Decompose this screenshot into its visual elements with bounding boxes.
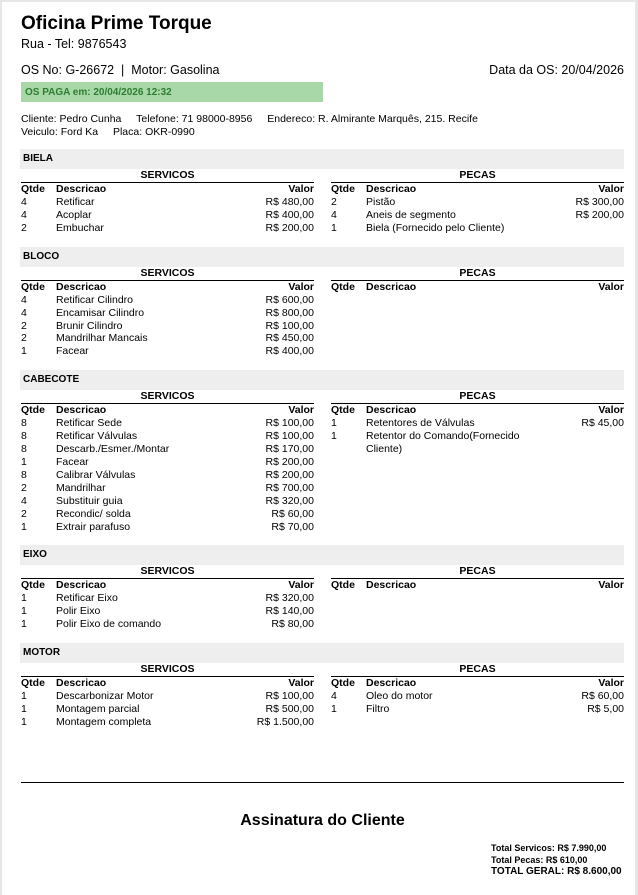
row-qty: 2 (331, 196, 337, 208)
row-value: R$ 800,00 (265, 306, 314, 319)
table-header-row (21, 579, 314, 593)
section-motor (21, 643, 624, 729)
parts-items-table (331, 676, 624, 716)
parts-table (331, 663, 624, 729)
parts-table (331, 267, 624, 359)
row-value: R$ 320,00 (265, 592, 314, 605)
row-qty: 8 (21, 430, 27, 443)
table-row (21, 482, 314, 495)
os-number-motor: OS No: G-26672 | Motor: Gasolina (21, 63, 220, 77)
qty-header: Qtde (331, 280, 366, 294)
row-qty: 1 (21, 690, 27, 703)
shop-address: Rua - Tel: 9876543 (21, 37, 127, 51)
qty-header: Qtde (21, 280, 56, 294)
row-desc: Embuchar (56, 221, 104, 234)
row-value: R$ 600,00 (265, 293, 314, 306)
section-eixo (21, 545, 624, 631)
row-desc: Polir Eixo de comando (56, 618, 162, 631)
services-column-title: SERVICOS (140, 169, 195, 181)
desc-header: Descricao (366, 183, 554, 197)
row-value: R$ 500,00 (265, 703, 314, 716)
shop-name: Oficina Prime Torque (21, 13, 212, 34)
row-value: R$ 300,00 (575, 196, 624, 208)
row-desc: Oleo do motor (366, 690, 433, 703)
parts-column-title: PECAS (459, 169, 496, 181)
table-row (331, 209, 624, 222)
row-desc: Biela (Fornecido pelo Cliente) (366, 221, 505, 234)
services-column-title: SERVICOS (140, 390, 195, 403)
value-header: Valor (244, 280, 314, 294)
row-desc: Recondic/ solda (56, 507, 131, 520)
row-desc: Filtro (366, 703, 390, 716)
qty-header: Qtde (331, 404, 366, 418)
row-desc: Retificar Cilindro (56, 293, 134, 306)
os-date: Data da OS: 20/04/2026 (489, 63, 624, 77)
row-qty: 1 (331, 221, 337, 234)
section-columns (21, 390, 624, 533)
row-desc: Mandrilhar (56, 481, 106, 494)
page-border-left (0, 0, 2, 895)
services-table (21, 565, 314, 631)
parts-items-table (331, 578, 624, 592)
row-qty: 1 (21, 715, 27, 728)
row-qty: 2 (21, 481, 27, 494)
row-qty: 4 (331, 690, 337, 703)
table-row (21, 222, 314, 235)
row-qty: 1 (21, 592, 27, 605)
qty-header: Qtde (331, 579, 366, 593)
row-desc: Retificar (56, 196, 95, 208)
table-row (21, 508, 314, 521)
parts-items-table (331, 280, 624, 294)
sections-container (21, 149, 624, 729)
parts-table (331, 565, 624, 631)
row-desc: Descarbonizar Motor (56, 690, 154, 703)
table-row (331, 196, 624, 209)
qty-header: Qtde (21, 677, 56, 691)
table-row (21, 417, 314, 430)
table-header-row (331, 579, 624, 593)
value-header: Valor (244, 677, 314, 691)
row-desc: Acoplar (56, 208, 92, 221)
client-vehicle: Veiculo: Ford Ka (21, 126, 99, 138)
signature-line (21, 782, 624, 783)
row-qty: 1 (21, 703, 27, 716)
value-header: Valor (554, 404, 624, 418)
signature-label: Assinatura do Cliente (240, 812, 405, 829)
row-qty: 8 (21, 417, 27, 430)
desc-header: Descricao (56, 579, 244, 593)
row-desc: Calibrar Válvulas (56, 468, 136, 481)
row-qty: 4 (21, 293, 27, 306)
services-table (21, 169, 314, 235)
table-row (21, 209, 314, 222)
row-value: R$ 140,00 (265, 605, 314, 618)
table-header-row (331, 183, 624, 197)
row-value: R$ 5,00 (587, 703, 624, 716)
row-value: R$ 400,00 (265, 208, 314, 221)
row-desc: Retificar Sede (56, 417, 122, 430)
row-desc: Brunir Cilindro (56, 319, 123, 332)
section-columns (21, 565, 624, 631)
work-order-document (21, 10, 624, 729)
parts-column-title: PECAS (459, 565, 496, 578)
row-desc: Montagem completa (56, 715, 152, 728)
parts-items-table (331, 403, 624, 456)
services-table (21, 390, 314, 533)
desc-header: Descricao (56, 280, 244, 294)
row-value: R$ 60,00 (271, 507, 314, 520)
page-border-top (0, 0, 638, 2)
section-columns (21, 267, 624, 359)
table-header-row (21, 183, 314, 197)
parts-column-title: PECAS (459, 390, 496, 403)
row-qty: 2 (21, 332, 27, 345)
row-desc: Substituir guia (56, 494, 123, 507)
desc-header: Descricao (56, 677, 244, 691)
qty-header: Qtde (21, 404, 56, 418)
value-header: Valor (554, 677, 624, 691)
row-qty: 1 (331, 703, 337, 716)
qty-header: Qtde (21, 579, 56, 593)
row-desc: Extrair parafuso (56, 520, 131, 533)
value-header: Valor (244, 404, 314, 418)
row-value: R$ 100,00 (265, 417, 314, 430)
row-desc: Montagem parcial (56, 703, 140, 716)
table-header-row (331, 677, 624, 691)
table-row (21, 703, 314, 716)
row-value: R$ 700,00 (265, 481, 314, 494)
row-desc: Mandrilhar Mancais (56, 332, 148, 345)
row-value: R$ 200,00 (265, 468, 314, 481)
row-value: R$ 60,00 (581, 690, 624, 703)
row-desc: Aneis de segmento (366, 208, 456, 221)
row-desc: Retificar Eixo (56, 592, 118, 605)
row-qty: 1 (331, 417, 337, 430)
table-row (21, 690, 314, 703)
row-desc: Retentores de Válvulas (366, 417, 475, 430)
row-desc: Retificar Válvulas (56, 430, 138, 443)
row-qty: 4 (21, 494, 27, 507)
row-value: R$ 45,00 (581, 417, 624, 430)
row-desc: Facear (56, 455, 89, 468)
qty-header: Qtde (21, 183, 56, 197)
client-name: Cliente: Pedro Cunha (21, 113, 122, 125)
qty-header: Qtde (331, 677, 366, 691)
desc-header: Descricao (366, 280, 554, 294)
row-value: R$ 70,00 (271, 520, 314, 533)
row-qty: 4 (21, 196, 27, 208)
section-title: MOTOR (20, 643, 624, 663)
row-value (554, 222, 624, 235)
row-desc: Descarb./Esmer./Montar (56, 443, 170, 456)
client-phone: Telefone: 71 98000-8956 (136, 113, 253, 125)
total-services: Total Servicos: R$ 7.990,00 (491, 843, 607, 853)
section-title: EIXO (20, 545, 624, 565)
table-header-row (21, 677, 314, 691)
services-items-table (21, 403, 314, 533)
table-header-row (331, 280, 624, 294)
row-value: R$ 1.500,00 (256, 715, 314, 728)
total-parts: Total Pecas: R$ 610,00 (491, 855, 588, 865)
row-desc: Facear (56, 345, 89, 358)
table-header-row (21, 280, 314, 294)
row-value: R$ 80,00 (271, 618, 314, 631)
table-row (21, 605, 314, 618)
row-desc: Retentor do Comando(Fornecido Cliente) (366, 430, 520, 456)
row-value: R$ 200,00 (265, 455, 314, 468)
parts-column-title: PECAS (459, 663, 496, 676)
table-row (21, 443, 314, 456)
services-items-table (21, 578, 314, 631)
row-qty: 1 (331, 430, 337, 443)
paid-status-badge: OS PAGA em: 20/04/2026 12:32 (21, 82, 323, 102)
row-qty: 4 (331, 208, 337, 221)
section-bloco (21, 247, 624, 359)
value-header: Valor (244, 183, 314, 197)
row-qty: 1 (21, 345, 27, 358)
row-qty: 8 (21, 468, 27, 481)
table-row (331, 703, 624, 716)
row-desc: Encamisar Cilindro (56, 306, 145, 319)
table-row (21, 456, 314, 469)
services-column-title: SERVICOS (140, 565, 195, 578)
services-column-title: SERVICOS (140, 663, 195, 676)
table-row (331, 690, 624, 703)
section-columns (21, 663, 624, 729)
row-qty: 2 (21, 221, 27, 234)
value-header: Valor (244, 579, 314, 593)
table-row (21, 716, 314, 729)
table-row (21, 592, 314, 605)
desc-header: Descricao (56, 183, 244, 197)
section-biela (21, 149, 624, 235)
row-qty: 4 (21, 208, 27, 221)
desc-header: Descricao (366, 404, 554, 418)
qty-header: Qtde (331, 183, 366, 197)
row-value: R$ 100,00 (265, 430, 314, 443)
row-qty: 4 (21, 306, 27, 319)
row-qty: 1 (21, 605, 27, 618)
row-qty: 1 (21, 520, 27, 533)
value-header: Valor (554, 183, 624, 197)
table-row (21, 307, 314, 320)
table-row (331, 417, 624, 430)
section-title: BLOCO (20, 247, 624, 267)
row-value: R$ 450,00 (265, 332, 314, 345)
row-value: R$ 100,00 (265, 690, 314, 703)
row-value: R$ 480,00 (265, 196, 314, 208)
row-value: R$ 320,00 (265, 494, 314, 507)
value-header: Valor (554, 280, 624, 294)
row-qty: 1 (21, 455, 27, 468)
desc-header: Descricao (366, 579, 554, 593)
services-items-table (21, 676, 314, 729)
totals-block (491, 842, 622, 878)
row-value: R$ 400,00 (265, 345, 314, 358)
section-cabecote (21, 370, 624, 533)
services-items-table (21, 182, 314, 235)
row-value: R$ 200,00 (265, 221, 314, 234)
table-row (21, 294, 314, 307)
table-row (21, 618, 314, 631)
parts-table (331, 169, 624, 235)
parts-table (331, 390, 624, 533)
table-header-row (331, 404, 624, 418)
services-table (21, 267, 314, 359)
row-value: R$ 100,00 (265, 319, 314, 332)
parts-column-title: PECAS (459, 266, 496, 279)
services-table (21, 663, 314, 729)
table-row (21, 469, 314, 482)
desc-header: Descricao (56, 404, 244, 418)
table-row (331, 222, 624, 235)
section-title: CABECOTE (20, 370, 624, 390)
table-row (21, 196, 314, 209)
section-columns (21, 169, 624, 235)
client-address: Endereco: R. Almirante Marquês, 215. Recife (267, 113, 478, 125)
row-desc: Polir Eixo (56, 605, 101, 618)
table-row (21, 345, 314, 358)
services-column-title: SERVICOS (140, 266, 195, 279)
row-value: R$ 200,00 (575, 208, 624, 221)
row-qty: 8 (21, 443, 27, 456)
table-header-row (21, 404, 314, 418)
row-desc: Pistão (366, 196, 396, 208)
row-value: R$ 170,00 (265, 443, 314, 456)
parts-items-table (331, 182, 624, 235)
table-row (331, 430, 624, 456)
client-info (21, 113, 624, 139)
row-qty: 2 (21, 507, 27, 520)
services-items-table (21, 280, 314, 359)
row-qty: 1 (21, 618, 27, 631)
row-value (554, 430, 624, 456)
desc-header: Descricao (366, 677, 554, 691)
table-row (21, 332, 314, 345)
value-header: Valor (554, 579, 624, 593)
os-info-row (21, 62, 624, 78)
table-row (21, 320, 314, 333)
table-row (21, 521, 314, 534)
client-plate: Placa: OKR-0990 (112, 126, 195, 138)
row-qty: 2 (21, 319, 27, 332)
total-grand: TOTAL GERAL: R$ 8.600,00 (491, 866, 622, 877)
section-title: BIELA (20, 149, 624, 169)
table-row (21, 495, 314, 508)
table-row (21, 430, 314, 443)
